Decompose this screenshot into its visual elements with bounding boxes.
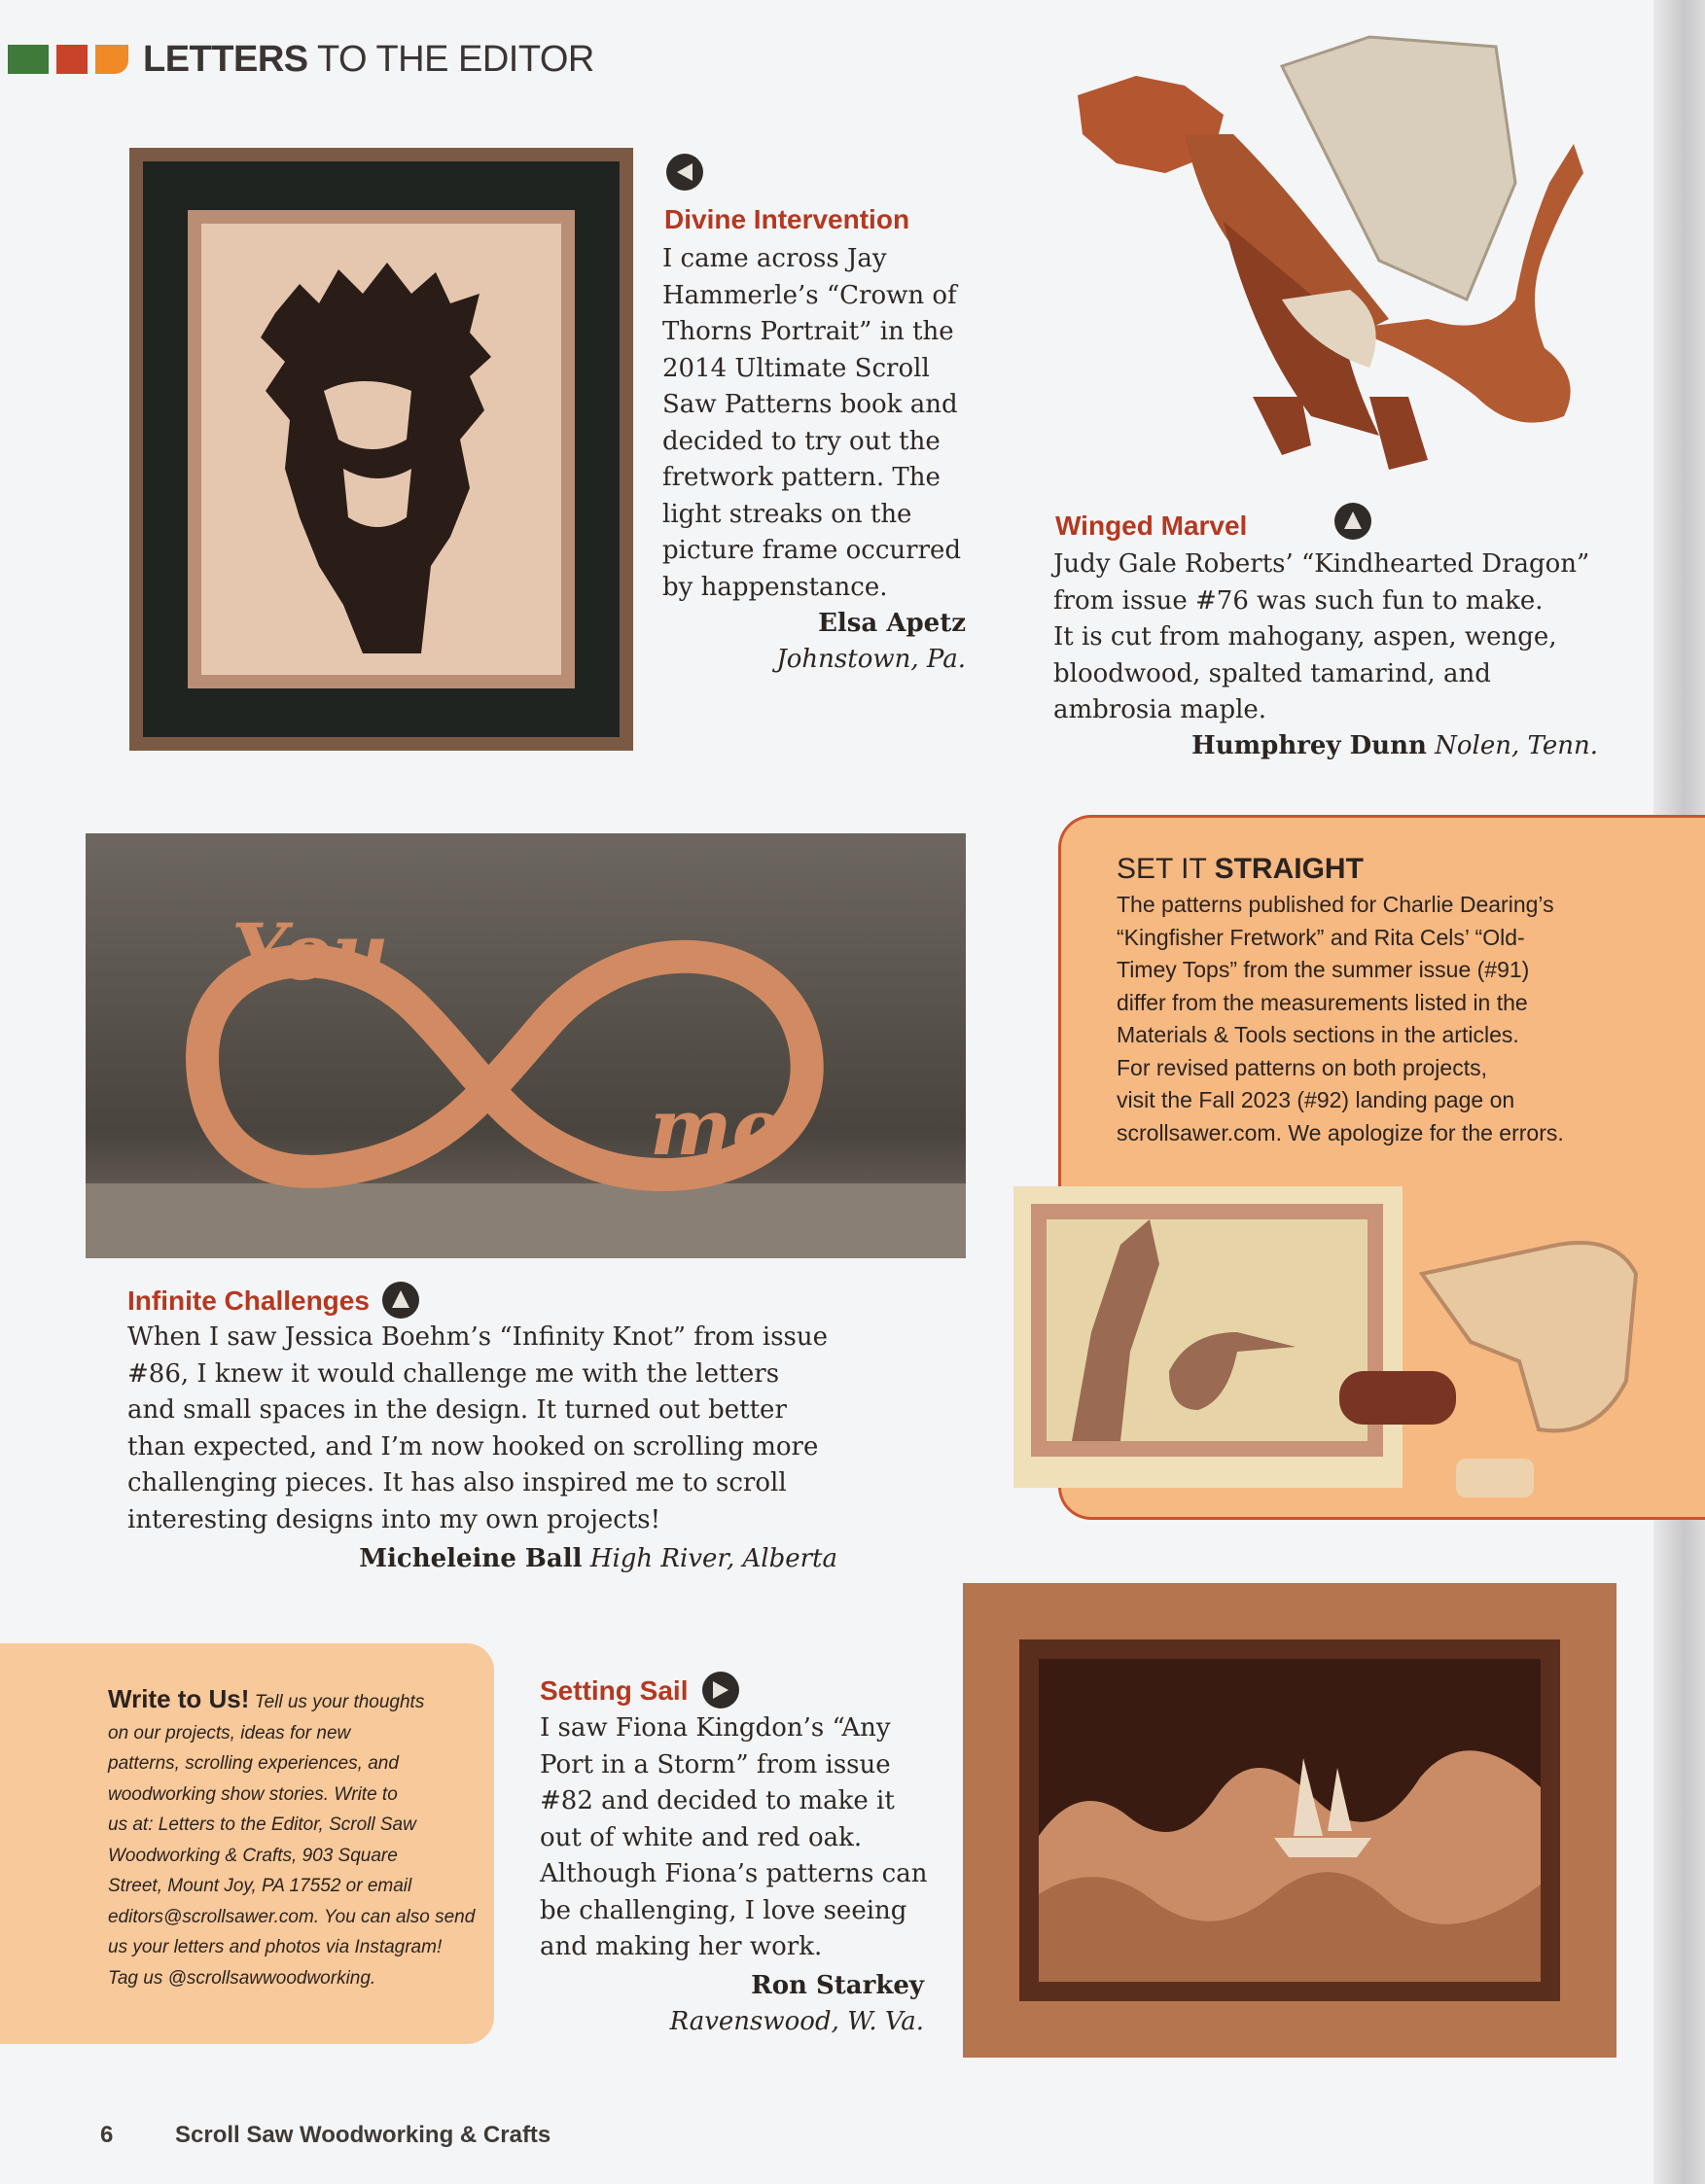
author-location: Johnstown, Pa.: [776, 645, 966, 674]
letter-line: ambrosia maple.: [1053, 695, 1267, 724]
notice-line: scrollsawer.com. We apologize for the errors.: [1117, 1119, 1564, 1145]
header-color-bar-green: [8, 45, 49, 74]
write-line: patterns, scrolling experiences, and: [108, 1753, 399, 1774]
write-line: woodworking show stories. Write to: [108, 1783, 398, 1805]
letter-signature-sail: [540, 1968, 924, 2040]
header-color-bar-orange: [95, 45, 128, 74]
write-to-us-text: [108, 1684, 478, 1993]
letter-line: picture frame occurred: [662, 536, 962, 565]
letter-line: Judy Gale Roberts’ “Kindhearted Dragon”: [1053, 549, 1590, 579]
arrow-right-icon: [702, 1672, 739, 1708]
letter-line: by happenstance.: [662, 572, 888, 602]
set-it-straight-title-light: SET IT: [1117, 853, 1215, 885]
notice-line: visit the Fall 2023 (#92) landing page on: [1117, 1087, 1515, 1112]
letter-line: light streaks on the: [662, 499, 912, 529]
set-it-straight-body: [1117, 889, 1661, 1149]
arrow-left-icon: [666, 154, 703, 191]
letter-line: Although Fiona’s patterns can: [540, 1859, 928, 1888]
letter-line: fretwork pattern. The: [662, 463, 941, 492]
letter-line: challenging pieces. It has also inspired me to scroll: [127, 1468, 787, 1497]
photo-any-port-in-a-storm: [963, 1583, 1616, 2058]
letter-line: from issue #76 was such fun to make.: [1053, 585, 1544, 616]
letter-line: I came across Jay: [662, 244, 887, 273]
kingfisher-illustration: [1013, 1186, 1685, 1517]
letter-line: Port in a Storm” from issue: [540, 1749, 891, 1779]
write-line: editors@scrollsawer.com. You can also send: [108, 1906, 476, 1927]
letter-heading-infinite: Infinite Challenges: [127, 1286, 370, 1316]
author-location: Nolen, Tenn.: [1435, 731, 1598, 760]
notice-line: Timey Tops” from the summer issue (#91): [1117, 957, 1530, 982]
letter-signature-infinite: [127, 1541, 837, 1577]
letter-line: Thorns Portrait” in the: [662, 317, 954, 346]
set-it-straight-title-bold: STRAIGHT: [1214, 853, 1364, 885]
letter-body-divine: [662, 241, 993, 606]
letter-line: bloodwood, spalted tamarind, and: [1053, 658, 1491, 688]
author-name: Ron Starkey: [751, 1971, 924, 2000]
magazine-name: Scroll Saw Woodworking & Crafts: [175, 2122, 551, 2148]
letter-line: than expected, and I’m now hooked on scrolling more: [127, 1431, 819, 1462]
letter-line: out of white and red oak.: [540, 1822, 863, 1852]
write-to-us-title: Write to Us!: [108, 1684, 250, 1713]
write-line: Street, Mount Joy, PA 17552 or email: [108, 1876, 412, 1896]
write-line: us at: Letters to the Editor, Scroll Saw: [108, 1814, 416, 1835]
write-line: us your letters and photos via Instagram!: [108, 1937, 443, 1957]
notice-line: differ from the measurements listed in the: [1117, 989, 1528, 1015]
crown-of-thorns-illustration: [129, 148, 633, 751]
letter-heading-sail: Setting Sail: [540, 1675, 689, 1706]
letter-line: Saw Patterns book and: [662, 390, 958, 419]
photo-kindhearted-dragon: [1058, 27, 1613, 504]
author-name: Elsa Apetz: [818, 609, 966, 638]
letter-line: be challenging, I love seeing: [540, 1895, 907, 1925]
letter-line: 2014 Ultimate Scroll: [662, 353, 930, 383]
notice-line: The patterns published for Charlie Dearing’s: [1117, 892, 1554, 917]
letter-body-sail: [540, 1710, 948, 1966]
letter-line: and making her work.: [540, 1932, 823, 1961]
arrow-up-icon: [382, 1282, 419, 1319]
notice-line: For revised patterns on both projects,: [1117, 1054, 1487, 1080]
letter-signature-winged: [1053, 728, 1598, 764]
photo-crown-of-thorns-frame: [129, 148, 633, 751]
letter-line: and small spaces in the design. It turned out better: [127, 1395, 787, 1425]
page-title-bold: LETTERS: [143, 39, 308, 80]
letter-line: Hammerle’s “Crown of: [662, 280, 957, 310]
letter-line: I saw Fiona Kingdon’s “Any: [540, 1713, 891, 1743]
photo-kingfisher-and-top: [1013, 1186, 1685, 1517]
write-line: Tell us your thoughts: [254, 1692, 425, 1712]
letter-line: When I saw Jessica Boehm’s “Infinity Knot” from issue: [127, 1322, 829, 1352]
author-location: Ravenswood, W. Va.: [669, 2007, 924, 2036]
letter-line: #82 and decided to make it: [540, 1786, 895, 1815]
letter-line: It is cut from mahogany, aspen, wenge,: [1053, 622, 1557, 652]
letter-heading-divine: Divine Intervention: [664, 204, 910, 234]
write-line: Tag us @scrollsawwoodworking.: [108, 1967, 376, 1989]
write-line: Woodworking & Crafts, 903 Square: [108, 1845, 398, 1866]
author-location: High River, Alberta: [589, 1544, 837, 1573]
infinity-text-me: me: [650, 1081, 782, 1173]
page-number: 6: [100, 2122, 114, 2148]
letter-body-winged: [1053, 546, 1637, 729]
page-title: [143, 39, 594, 81]
dragon-illustration: [1058, 27, 1613, 504]
write-line: on our projects, ideas for new: [108, 1722, 351, 1744]
arrow-up-icon: [1334, 503, 1371, 540]
ship-in-storm-illustration: [963, 1583, 1616, 2058]
set-it-straight-title: [1117, 853, 1364, 886]
photo-infinity-knot: [86, 833, 966, 1258]
header-color-bar-red: [56, 45, 88, 74]
page-title-rest: TO THE EDITOR: [307, 39, 594, 80]
letter-heading-winged: Winged Marvel: [1055, 511, 1248, 541]
notice-line: Materials & Tools sections in the articles.: [1117, 1022, 1519, 1047]
letter-signature-divine: [662, 606, 966, 678]
letter-line: interesting designs into my own projects!: [127, 1504, 661, 1534]
notice-line: “Kingfisher Fretwork” and Rita Cels’ “Old-: [1117, 924, 1525, 950]
infinity-knot-illustration: [86, 833, 966, 1258]
letter-body-infinite: [127, 1320, 867, 1538]
infinity-text-you: You: [231, 906, 389, 998]
letter-line: decided to try out the: [662, 426, 941, 456]
letter-line: #86, I knew it would challenge me with the letters: [127, 1358, 780, 1389]
author-name: Micheleine Ball: [359, 1544, 583, 1573]
author-name: Humphrey Dunn: [1191, 731, 1427, 760]
